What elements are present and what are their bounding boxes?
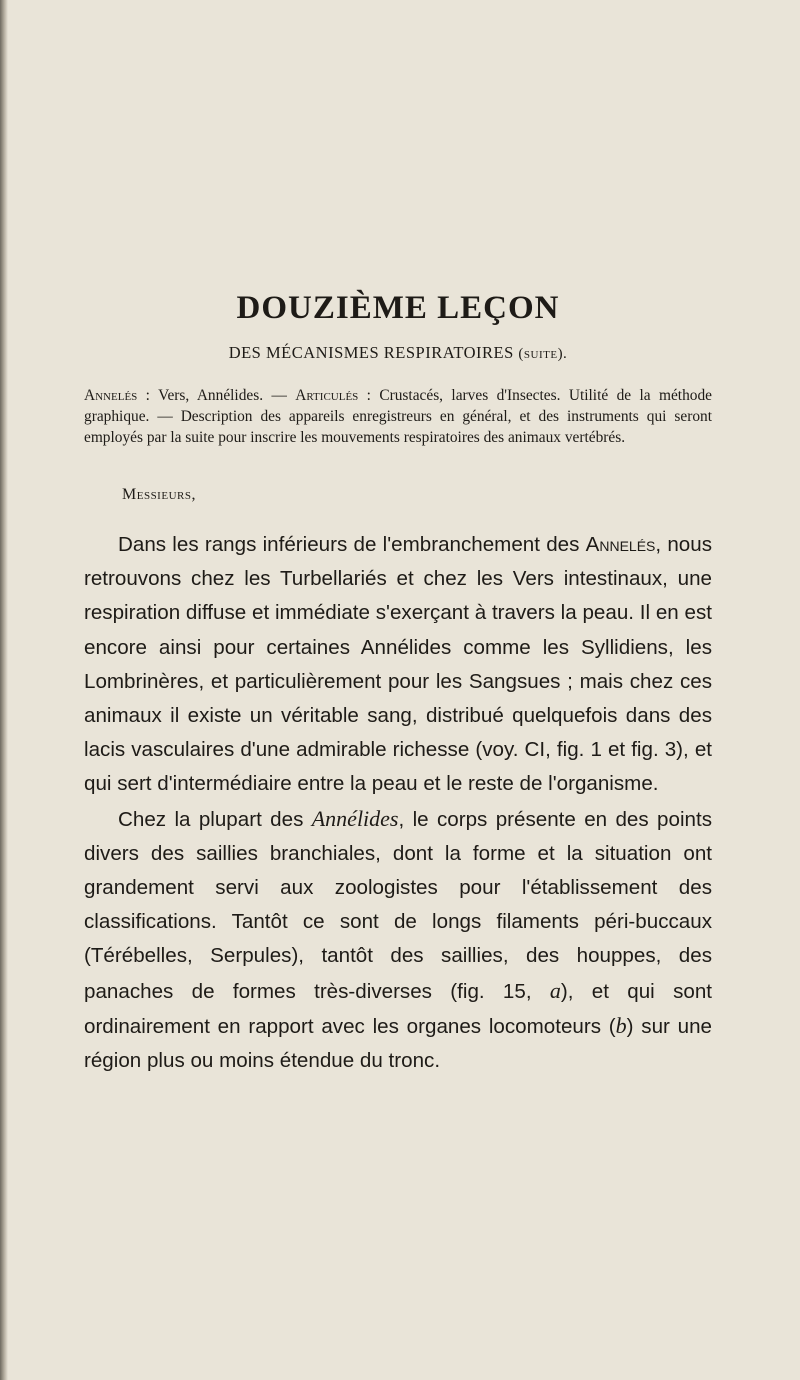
- p1-text-a: Dans les rangs inférieurs de l'embranchement des: [118, 533, 586, 556]
- chapter-subtitle: [84, 343, 712, 363]
- salutation: Messieurs,: [122, 486, 196, 503]
- subtitle-main: DES MÉCANISMES RESPIRATOIRES: [228, 343, 514, 362]
- p2-text-d: ) sur une région plus ou moins étendue du tronc.: [84, 1014, 712, 1073]
- p2-italic-b: b: [615, 1012, 627, 1038]
- subtitle-suite: (suite).: [518, 346, 568, 362]
- p2-italic-a: a: [549, 977, 561, 1003]
- p1-smallcaps: Annelés: [585, 533, 656, 556]
- paragraph-1: [84, 528, 712, 802]
- summary-articulata-label: Articulés: [295, 387, 359, 404]
- book-page: [84, 290, 712, 1078]
- p2-text-c: ), et qui sont ordinairement en rapport avec les organes locomoteurs (: [84, 979, 712, 1038]
- summary-articulata-text: : Crustacés, larves d'Insectes. Utilité de la méthode graphique. — Description des appareils enregistreurs en général, et des instruments qui seront employés par la suite pour inscrire les mouvements respiratoires des animaux vertébrés.: [84, 387, 713, 446]
- paragraph-2: [84, 802, 712, 1079]
- p2-text-a: Chez la plupart des: [118, 807, 312, 831]
- summary-annelidae-label: Annelés: [84, 387, 138, 404]
- lesson-summary: [84, 385, 712, 448]
- p2-italic-annelides: Annélides: [311, 805, 399, 831]
- p2-text-b: , le corps présente en des points divers des saillies branchiales, dont la forme et la situation ont grandement servi aux zoologistes pour l'établissement des classifications. Tantôt ce sont de longs filaments péri-buccaux (Térébelles, Serpules), tantôt des saillies, des houppes, des panaches de formes très-diverses (fig. 15,: [84, 807, 712, 1003]
- summary-annelidae-text: : Vers, Annélides. —: [137, 387, 296, 404]
- lesson-title: DOUZIÈME LEÇON: [236, 290, 560, 326]
- p1-text-b: , nous retrouvons chez les Turbellariés et chez les Vers intestinaux, une respiration diffuse et immédiate s'exerçant à travers la peau. Il en est encore ainsi pour certaines Annélides comme les Syllidiens, les Lombrinères, et particulièrement pour les Sangsues ; mais chez ces animaux il existe un véritable sang, distribué quelquefois dans des lacis vasculaires d'une admirable richesse (voy. CI, fig. 1 et fig. 3), et qui sert d'intermédiaire entre la peau et le reste de l'organisme.: [84, 533, 712, 796]
- page-edge-shadow: [0, 0, 8, 1380]
